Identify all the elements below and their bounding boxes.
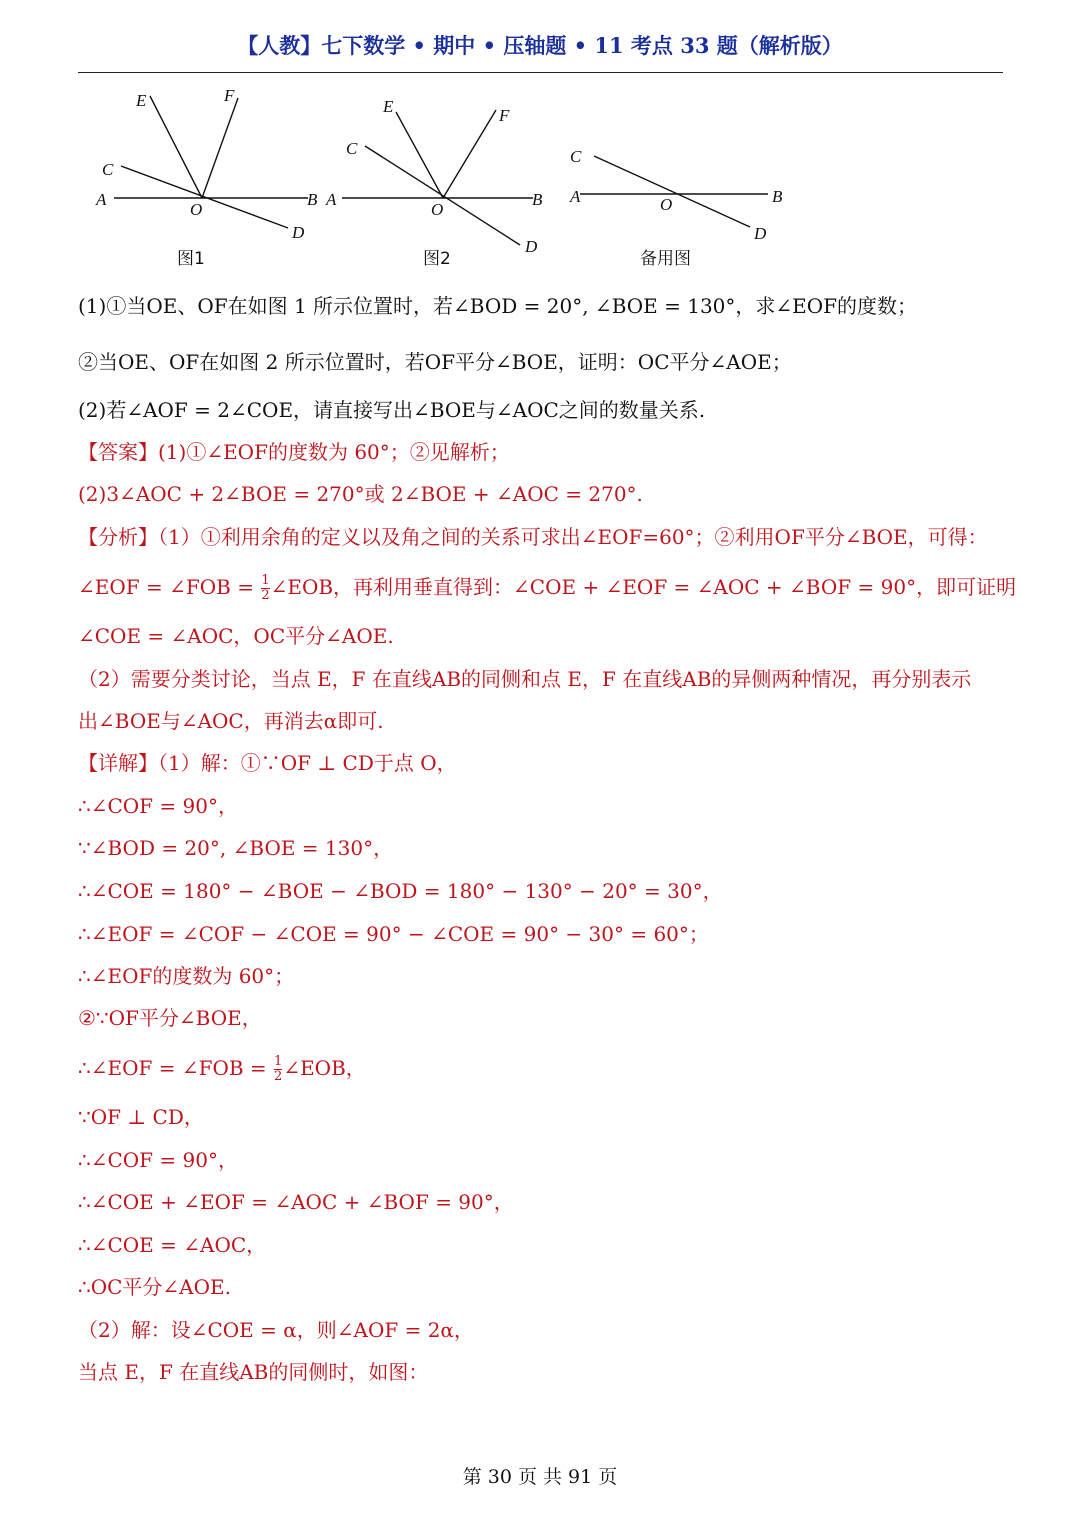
header-divider <box>78 72 1003 73</box>
fig2-label-o: O <box>431 200 444 219</box>
fig2-ray-oe <box>396 112 443 198</box>
fig2-label-c: C <box>346 139 358 158</box>
fig2-label-a: A <box>326 190 337 209</box>
fig1-label-d: D <box>292 223 305 242</box>
page-footer: 第 30 页 共 91 页 <box>462 1466 618 1488</box>
fig2-label-d: D <box>525 237 538 256</box>
fraction-numerator-2: 1 <box>274 1054 283 1069</box>
solution-line-2: ∴∠COF = 90°， <box>78 794 238 818</box>
fig2-line-cd <box>365 146 520 245</box>
fig3-label-o: O <box>660 195 673 214</box>
analysis-line-4: （2）需要分类讨论，当点 E，F 在直线AB的同侧和点 E，F 在直线AB的异侧两种情况，再分别表示 <box>78 667 972 691</box>
fig1-ray-of <box>202 98 238 198</box>
analysis-line-2-end: ∠EOB，再利用垂直得到：∠COE + ∠EOF = ∠AOC + ∠BOF = 90°，即可证明 <box>270 575 1017 599</box>
fig1-label-e: E <box>136 91 147 110</box>
solution-line-7: ②∵OF平分∠BOE， <box>78 1006 262 1030</box>
analysis-line-1: 【分析】（1）①利用余角的定义以及角之间的关系可求出∠EOF=60°；②利用OF平分∠BOE，可得： <box>78 525 988 549</box>
answer-line-2: (2)3∠AOC + 2∠BOE = 270°或 2∠BOE + ∠AOC = 270°. <box>78 482 643 506</box>
fraction-denominator: 2 <box>261 588 270 603</box>
solution-line-11: ∴∠COE + ∠EOF = ∠AOC + ∠BOF = 90°， <box>78 1190 514 1214</box>
solution-line-8 <box>78 1054 1018 1084</box>
solution-line-4: ∴∠COE = 180° − ∠BOE − ∠BOD = 180° − 130° − 20° = 30°， <box>78 879 723 903</box>
fig1-caption: 图1 <box>177 249 205 269</box>
fig1-label-b: B <box>307 190 318 209</box>
fig2-label-e: E <box>383 97 394 116</box>
question-1b: ②当OE、OF在如图 2 所示位置时，若OF平分∠BOE，证明：OC平分∠AOE； <box>78 350 792 374</box>
solution-line-15: 当点 E，F 在直线AB的同侧时，如图： <box>78 1360 429 1384</box>
answer-line-1: 【答案】(1)①∠EOF的度数为 60°；②见解析； <box>78 440 510 464</box>
solution-line-9: ∵OF ⊥ CD， <box>78 1105 204 1129</box>
fig2-caption: 图2 <box>423 249 451 269</box>
geometry-figures <box>78 82 1003 272</box>
fig1-ray-oe <box>150 96 202 198</box>
fig3-label-c: C <box>570 147 582 166</box>
fig1-label-o: O <box>190 200 203 219</box>
fraction-denominator-2: 2 <box>274 1069 283 1084</box>
solution-line-8-start: ∴∠EOF = ∠FOB = <box>78 1056 274 1080</box>
analysis-line-5: 出∠BOE与∠AOC，再消去α即可. <box>78 709 384 733</box>
fraction-numerator: 1 <box>261 573 270 588</box>
question-2: (2)若∠AOF = 2∠COE，请直接写出∠BOE与∠AOC之间的数量关系. <box>78 398 706 422</box>
fraction-half-2 <box>274 1055 282 1084</box>
fig3-caption: 备用图 <box>640 249 691 269</box>
solution-line-10: ∴∠COF = 90°， <box>78 1148 238 1172</box>
solution-line-12: ∴∠COE = ∠AOC， <box>78 1233 267 1257</box>
figure-backup <box>569 147 783 269</box>
page-header: 【人教】七下数学 • 期中 • 压轴题 • 11 考点 33 题（解析版） <box>237 33 843 58</box>
solution-line-3: ∵∠BOD = 20°, ∠BOE = 130°， <box>78 836 394 860</box>
fig2-ray-of <box>443 110 496 198</box>
figures-row <box>78 82 1003 272</box>
fig1-label-f: F <box>224 86 235 105</box>
fig3-label-a: A <box>570 187 581 206</box>
fig2-label-b: B <box>532 190 543 209</box>
fig2-label-f: F <box>499 106 510 125</box>
fraction-half <box>261 574 269 603</box>
solution-line-5: ∴∠EOF = ∠COF − ∠COE = 90° − ∠COE = 90° − 30° = 60°； <box>78 922 709 946</box>
fig3-label-d: D <box>754 224 767 243</box>
fig1-label-c: C <box>102 160 114 179</box>
fig1-line-cd <box>121 166 288 228</box>
figure-1 <box>95 86 318 269</box>
solution-line-1: 【详解】（1）解：①∵OF ⊥ CD于点 O， <box>78 751 457 775</box>
solution-line-13: ∴OC平分∠AOE. <box>78 1275 231 1299</box>
fig3-line-cd <box>594 156 750 227</box>
analysis-line-3: ∠COE = ∠AOC，OC平分∠AOE. <box>78 624 394 648</box>
fig3-label-b: B <box>772 187 783 206</box>
question-1a: (1)①当OE、OF在如图 1 所示位置时，若∠BOD = 20°, ∠BOE = 130°，求∠EOF的度数； <box>78 294 918 318</box>
analysis-line-2 <box>78 573 1018 603</box>
figure-2 <box>325 97 543 269</box>
solution-line-8-end: ∠EOB， <box>283 1056 366 1080</box>
fig1-label-a: A <box>96 190 107 209</box>
solution-line-14: （2）解：设∠COE = α，则∠AOF = 2α， <box>78 1318 474 1342</box>
analysis-line-2-start: ∠EOF = ∠FOB = <box>78 575 261 599</box>
solution-line-6: ∴∠EOF的度数为 60°； <box>78 964 295 988</box>
